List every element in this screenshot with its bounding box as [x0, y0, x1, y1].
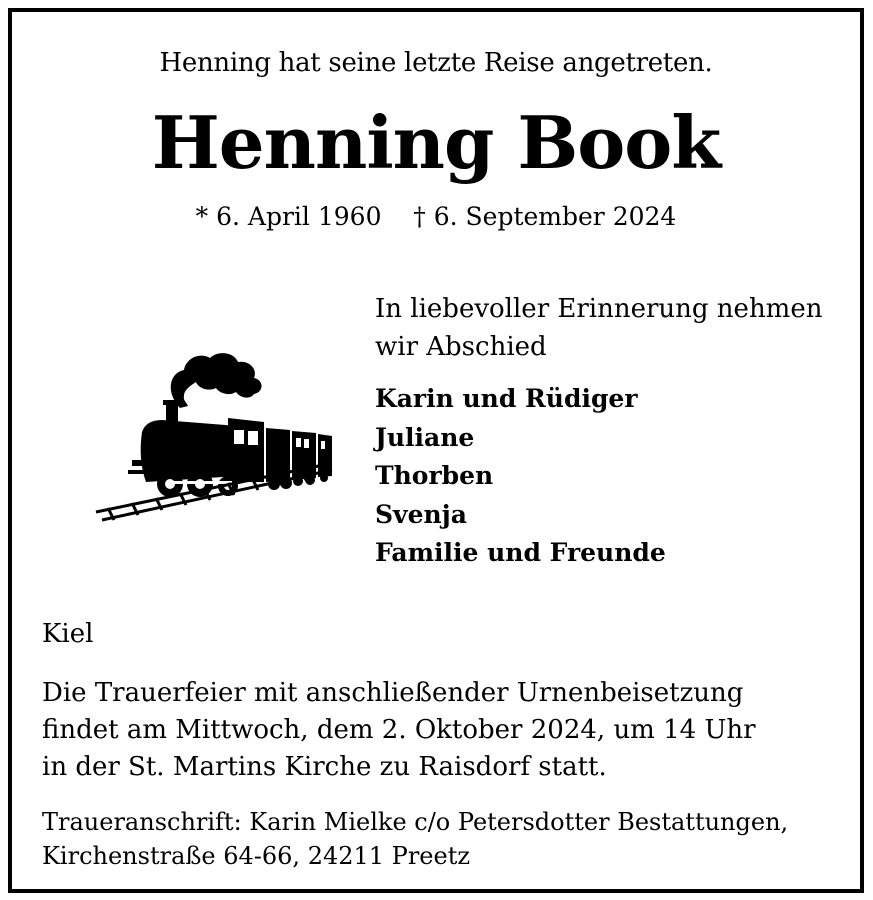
steam-train-icon	[88, 342, 333, 527]
service-line: in der St. Martins Kirche zu Raisdorf statt.	[42, 752, 607, 782]
service-line: Die Trauerfeier mit anschließender Urnenbeisetzung	[42, 678, 744, 708]
city: Kiel	[42, 619, 94, 649]
mourner-name: Svenja	[375, 499, 467, 529]
address-line: Traueranschrift: Karin Mielke c/o Petersdotter Bestattungen,	[42, 808, 789, 836]
intro-line: Henning hat seine letzte Reise angetreten.	[159, 48, 713, 78]
deceased-name: Henning Book	[151, 100, 721, 185]
mourner-name: Familie und Freunde	[375, 538, 666, 568]
mourning-address	[42, 805, 862, 873]
address-line: Kirchenstraße 64-66, 24211 Preetz	[42, 842, 470, 870]
mourner-name: Juliane	[375, 422, 475, 452]
mourner-name: Karin und Rüdiger	[375, 384, 638, 413]
obituary-notice	[8, 8, 864, 893]
service-details	[42, 675, 842, 786]
memory-text	[375, 290, 855, 366]
mourner-name: Thorben	[375, 461, 494, 491]
life-dates: * 6. April 1960 † 6. September 2024	[195, 202, 677, 231]
mourners-list	[375, 380, 855, 573]
service-line: findet am Mittwoch, dem 2. Oktober 2024, um 14 Uhr	[42, 715, 756, 745]
memory-line: In liebevoller Erinnerung nehmen	[375, 294, 823, 324]
memory-line: wir Abschied	[375, 332, 547, 362]
